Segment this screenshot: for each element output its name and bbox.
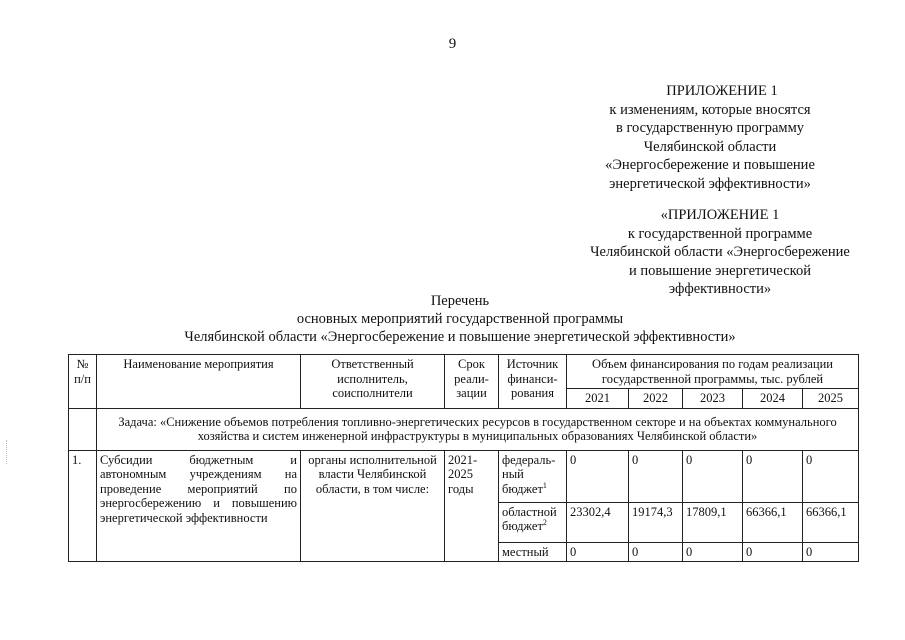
- appendix-change-line: к изменениям, которые вносятся: [609, 101, 811, 118]
- scan-edge-mark: [6, 440, 8, 464]
- appendix-program-heading: «ПРИЛОЖЕНИЕ 1: [660, 207, 780, 223]
- value-cell: 23302,4: [567, 502, 629, 542]
- task-row: [69, 408, 859, 450]
- task-text: Задача: «Снижение объемов потребления топливно-энергетических ресурсов в государственном секторе и на объектах коммунального хозяйства и систем инженерной инфраструктуры в муниципальных образованиях Челябинской области»: [97, 408, 859, 450]
- row-term: 2021-2025 годы: [445, 450, 499, 562]
- value-cell: 0: [629, 450, 683, 502]
- table-header-row: [69, 355, 859, 389]
- page-number: 9: [448, 36, 457, 52]
- row-name: Субсидии бюджетным и автономным учреждениям на проведение мероприятий по энергосбережению и повышению энергетической эффективности: [97, 450, 301, 562]
- header-year: 2021: [567, 389, 629, 409]
- list-title-line: Челябинской области «Энергосбережение и повышение энергетической эффективности»: [184, 329, 736, 345]
- value-cell: 66366,1: [743, 502, 803, 542]
- appendix-program-block: [560, 206, 880, 299]
- appendix-program-line: и повышение энергетической: [629, 262, 811, 279]
- source-label-text: федераль-ный бюджет: [502, 452, 556, 496]
- appendix-change-line: в государственную программу: [615, 120, 804, 136]
- source-label-text: областной бюджет: [502, 504, 557, 533]
- appendix-change-heading: ПРИЛОЖЕНИЕ 1: [666, 83, 778, 99]
- list-title-line: Перечень: [430, 293, 490, 309]
- footnote-mark: 2: [542, 517, 547, 527]
- row-executor: органы исполнительной власти Челябинской области, в том числе:: [301, 450, 445, 562]
- header-year: 2022: [629, 389, 683, 409]
- value-cell: 0: [743, 542, 803, 562]
- appendix-program-line: Челябинской области «Энергосбережение: [590, 244, 850, 260]
- source-label: [499, 502, 567, 542]
- header-year: 2025: [803, 389, 859, 409]
- footnote-mark: 1: [542, 480, 547, 490]
- value-cell: 17809,1: [683, 502, 743, 542]
- appendix-change-line: «Энергосбережение и повышение: [605, 157, 815, 173]
- header-source: Источник финанси-рования: [499, 355, 567, 409]
- value-cell: 0: [567, 542, 629, 562]
- header-name: Наименование мероприятия: [97, 355, 301, 409]
- header-term: Срок реали-зации: [445, 355, 499, 409]
- table-row: [69, 450, 859, 502]
- source-label: [499, 450, 567, 502]
- value-cell: 0: [803, 450, 859, 502]
- list-title: [100, 292, 820, 346]
- appendix-program-line: эффективности»: [668, 281, 772, 297]
- value-cell: 0: [803, 542, 859, 562]
- value-cell: 66366,1: [803, 502, 859, 542]
- header-year: 2024: [743, 389, 803, 409]
- value-cell: 19174,3: [629, 502, 683, 542]
- row-num: 1.: [69, 450, 97, 562]
- appendix-change-line: Челябинской области: [643, 138, 777, 155]
- value-cell: 0: [683, 542, 743, 562]
- value-cell: 0: [567, 450, 629, 502]
- header-num: № п/п: [69, 355, 97, 409]
- source-label-text: местный: [502, 544, 549, 559]
- appendix-change-line: энергетической эффективности»: [609, 175, 811, 192]
- header-year: 2023: [683, 389, 743, 409]
- value-cell: 0: [629, 542, 683, 562]
- value-cell: 0: [683, 450, 743, 502]
- header-executor: Ответственный исполнитель, соисполнители: [301, 355, 445, 409]
- task-empty-cell: [69, 408, 97, 450]
- source-label: [499, 542, 567, 562]
- appendix-program-line: к государственной программе: [627, 225, 813, 242]
- measures-table: [68, 354, 859, 562]
- header-funding: Объем финансирования по годам реализации государственной программы, тыс. рублей: [567, 355, 859, 389]
- appendix-change-block: [560, 82, 860, 193]
- list-title-line: основных мероприятий государственной программы: [296, 311, 624, 327]
- value-cell: 0: [743, 450, 803, 502]
